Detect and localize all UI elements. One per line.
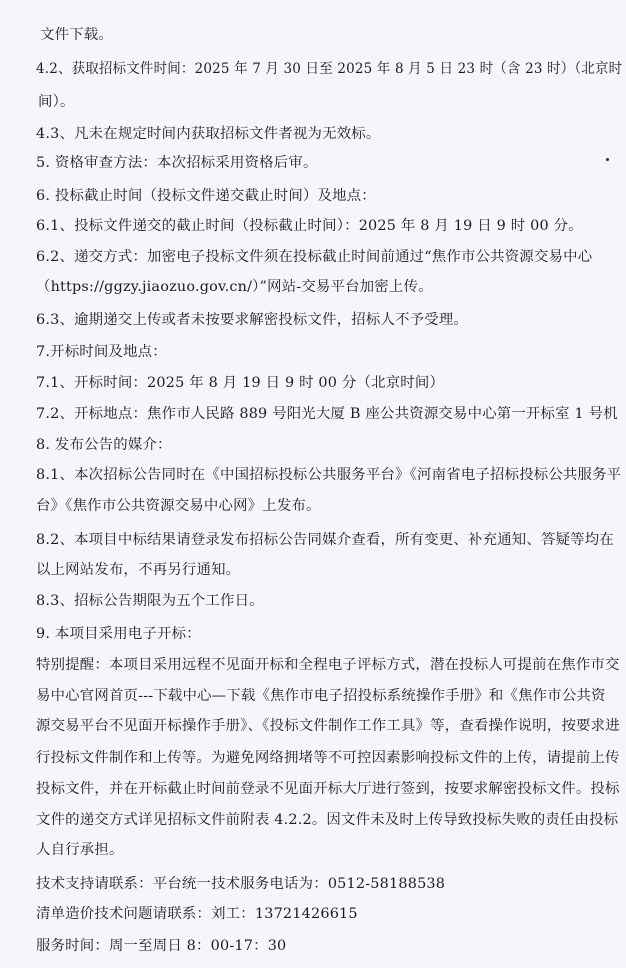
text-line: 7.开标时间及地点：	[36, 344, 167, 360]
text-line: 7.2、开标地点：焦作市人民路 889 号阳光大厦 B 座公共资源交易中心第一开标室 1 号机	[36, 406, 618, 422]
text-line: 行投标文件制作和上传等。为避免网络拥堵等不可控因素影响投标文件的上传，请提前上传	[36, 750, 620, 766]
text-line: 人自行承担。	[36, 842, 124, 858]
text-line: 文件的递交方式详见招标文件前附表 4.2.2。因文件未及时上传导致投标失败的责任由投标	[36, 812, 619, 828]
text-line: 以上网站发布，不再另行通知。	[36, 562, 241, 578]
text-line: 清单造价技术问题请联系：刘工：13721426615	[36, 906, 358, 922]
text-line: 8. 发布公告的媒介：	[36, 437, 172, 453]
text-line: 6. 投标截止时间（投标文件递交截止时间）及地点：	[36, 188, 376, 204]
text-line: （https://ggzy.jiaozuo.gov.cn/）”网站-交易平台加密上传。	[36, 279, 433, 295]
text-line: 易中心官网首页---下载中心—下载《焦作市电子招投标系统操作手册》和《焦作市公共资	[36, 688, 606, 704]
text-line: 6.3、逾期递交上传或者未按要求解密投标文件，招标人不予受理。	[36, 312, 469, 328]
text-line: 6.1、投标文件递交的截止时间（投标截止时间）：2025 年 8 月 19 日 9 时 00 分。	[36, 218, 583, 234]
text-line: 特别提醒：本项目采用远程不见面开标和全程电子评标方式，潜在投标人可提前在焦作市交	[36, 657, 620, 673]
text-line: 9. 本项目采用电子开标：	[36, 626, 201, 642]
text-line: 7.1、开标时间：2025 年 8 月 19 日 9 时 00 分（北京时间）	[36, 375, 445, 391]
text-line: 8.1、本次招标公告同时在《中国招标投标公共服务平台》《河南省电子招标投标公共服务平	[36, 467, 622, 483]
text-line: 8.2、本项目中标结果请登录发布招标公告同媒介查看，所有变更、补充通知、答疑等均在	[36, 532, 614, 548]
scan-speck	[606, 158, 609, 161]
text-line: 源交易平台不见面开标操作手册》、《投标文件制作工作工具》等，查看操作说明，按要求进	[36, 718, 620, 734]
text-line: 4.2、获取招标文件时间：2025 年 7 月 30 日至 2025 年 8 月 5 日 23 时（含 23 时）（北京时	[36, 61, 623, 77]
text-line: 技术支持请联系：平台统一技术服务电话为：0512-58188538	[36, 876, 446, 892]
text-line: 间）。	[38, 94, 75, 110]
text-line: 6.2、递交方式：加密电子投标文件须在投标截止时间前通过“焦作市公共资源交易中心	[36, 249, 593, 265]
text-line: 台》《焦作市公共资源交易中心网》上发布。	[36, 498, 321, 514]
text-line: 投标文件，并在开标截止时间前登录不见面开标大厅进行签到，按要求解密投标文件。投标	[36, 781, 620, 797]
text-line: 8.3、招标公告期限为五个工作日。	[36, 593, 264, 609]
text-line: 文件下载。	[40, 27, 113, 43]
text-line: 5. 资格审查方法：本次招标采用资格后审。	[36, 155, 318, 171]
text-line: 4.3、凡未在规定时间内获取招标文件者视为无效标。	[36, 126, 381, 142]
text-line: 服务时间：周一至周日 8：00-17：30	[36, 938, 287, 954]
